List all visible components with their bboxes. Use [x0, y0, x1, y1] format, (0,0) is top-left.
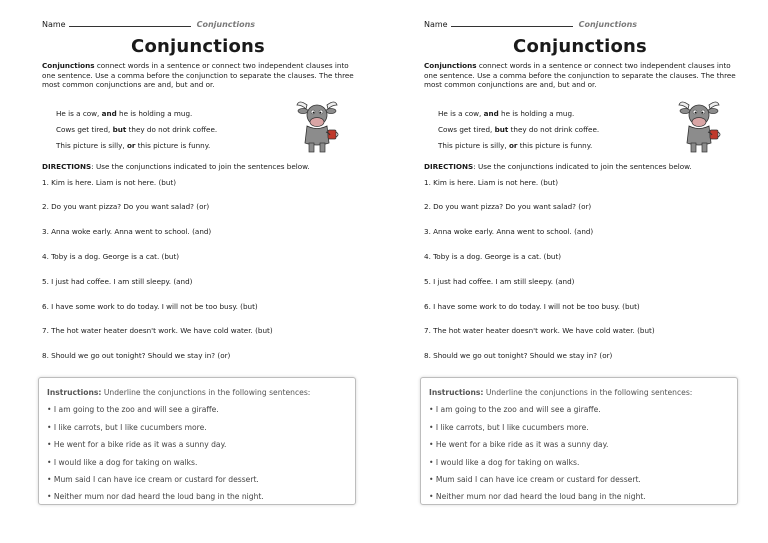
example-sentence: [56, 125, 217, 134]
instructions-heading: [47, 388, 310, 397]
task-sentence: 2. Do you want pizza? Do you want salad? (or): [424, 202, 592, 211]
instruction-bullet: • I am going to the zoo and will see a giraffe.: [429, 405, 601, 414]
task-sentence: 1. Kim is here. Liam is not here. (but): [42, 178, 177, 187]
page-title: Conjunctions: [131, 36, 265, 57]
task-sentence: 4. Toby is a dog. George is a cat. (but): [42, 252, 180, 261]
instructions-label: Instructions:: [47, 388, 102, 397]
instruction-bullet: • I would like a dog for taking on walks.: [429, 458, 580, 467]
instruction-bullet: • He went for a bike ride as it was a sunny day.: [47, 440, 227, 449]
name-blank[interactable]: [69, 19, 191, 27]
example-conjunction: or: [126, 141, 136, 150]
task-sentence: 8. Should we go out tonight? Should we stay in? (or): [424, 351, 613, 360]
instructions-heading: [429, 388, 692, 397]
example-conjunction: or: [508, 141, 518, 150]
task-sentence: 6. I have some work to do today. I will not be too busy. (but): [42, 302, 258, 311]
example-after: he is holding a mug.: [116, 109, 193, 118]
intro-text: connect words in a sentence or connect two independent clauses into one sentence. Use a comma before the conjunction to separate the clauses. The three most common conjunctions are and, but and or.: [42, 61, 354, 90]
instruction-bullet: • I like carrots, but I like cucumbers more.: [47, 423, 207, 432]
instruction-bullet: • Mum said I can have ice cream or custard for dessert.: [429, 475, 641, 484]
example-sentence: [438, 125, 599, 134]
task-sentence: 4. Toby is a dog. George is a cat. (but): [424, 252, 562, 261]
example-sentence: [56, 141, 210, 150]
instruction-bullet: • Mum said I can have ice cream or custard for dessert.: [47, 475, 259, 484]
intro-paragraph: [42, 61, 362, 90]
intro-term: Conjunctions: [424, 61, 477, 70]
example-conjunction: and: [483, 109, 499, 118]
task-sentence: 3. Anna woke early. Anna went to school. (and): [424, 227, 594, 236]
instruction-bullet: • I am going to the zoo and will see a giraffe.: [47, 405, 219, 414]
example-before: Cows get tired,: [438, 125, 495, 134]
example-before: This picture is silly,: [438, 141, 509, 150]
directions-text: : Use the conjunctions indicated to join the sentences below.: [91, 162, 310, 171]
worksheet-left: [38, 0, 378, 543]
task-sentence: 3. Anna woke early. Anna went to school. (and): [42, 227, 212, 236]
example-after: they do not drink coffee.: [126, 125, 218, 134]
instruction-bullet: • He went for a bike ride as it was a sunny day.: [429, 440, 609, 449]
instructions-box: [420, 377, 738, 505]
cow-mug-illustration: [675, 95, 725, 155]
example-before: This picture is silly,: [56, 141, 127, 150]
example-before: He is a cow,: [56, 109, 102, 118]
example-conjunction: but: [494, 125, 509, 134]
task-sentence: 2. Do you want pizza? Do you want salad? (or): [42, 202, 210, 211]
topic-label: Conjunctions: [196, 20, 256, 29]
instructions-box: [38, 377, 356, 505]
directions-label: DIRECTIONS: [42, 162, 92, 171]
intro-paragraph: [424, 61, 744, 90]
example-before: He is a cow,: [438, 109, 484, 118]
example-after: they do not drink coffee.: [508, 125, 600, 134]
instructions-text: Underline the conjunctions in the following sentences:: [483, 388, 693, 397]
example-conjunction: and: [101, 109, 117, 118]
name-label: Name: [42, 20, 66, 29]
cow-mug-illustration: [293, 95, 343, 155]
topic-label: Conjunctions: [578, 20, 638, 29]
task-sentence: 7. The hot water heater doesn't work. We have cold water. (but): [42, 326, 273, 335]
instruction-bullet: • Neither mum nor dad heard the loud bang in the night.: [429, 492, 646, 501]
name-row: [424, 19, 754, 29]
directions-label: DIRECTIONS: [424, 162, 474, 171]
name-label: Name: [424, 20, 448, 29]
page-title: Conjunctions: [513, 36, 647, 57]
intro-text: connect words in a sentence or connect two independent clauses into one sentence. Use a comma before the conjunction to separate the clauses. The three most common conjunctions are and, but and or.: [424, 61, 736, 90]
worksheet-right: [420, 0, 760, 543]
task-sentence: 5. I just had coffee. I am still sleepy. (and): [424, 277, 575, 286]
name-blank[interactable]: [451, 19, 573, 27]
instruction-bullet: • I would like a dog for taking on walks.: [47, 458, 198, 467]
example-conjunction: but: [112, 125, 127, 134]
example-after: he is holding a mug.: [498, 109, 575, 118]
instructions-label: Instructions:: [429, 388, 484, 397]
directions: [42, 162, 362, 171]
instructions-text: Underline the conjunctions in the following sentences:: [101, 388, 311, 397]
directions-text: : Use the conjunctions indicated to join the sentences below.: [473, 162, 692, 171]
example-after: this picture is funny.: [135, 141, 211, 150]
task-sentence: 7. The hot water heater doesn't work. We have cold water. (but): [424, 326, 655, 335]
intro-term: Conjunctions: [42, 61, 95, 70]
task-sentence: 1. Kim is here. Liam is not here. (but): [424, 178, 559, 187]
example-sentence: [438, 109, 574, 118]
instruction-bullet: • Neither mum nor dad heard the loud bang in the night.: [47, 492, 264, 501]
directions: [424, 162, 744, 171]
task-sentence: 5. I just had coffee. I am still sleepy. (and): [42, 277, 193, 286]
instruction-bullet: • I like carrots, but I like cucumbers more.: [429, 423, 589, 432]
example-sentence: [56, 109, 192, 118]
name-row: [42, 19, 372, 29]
task-sentence: 6. I have some work to do today. I will not be too busy. (but): [424, 302, 640, 311]
example-sentence: [438, 141, 592, 150]
task-sentence: 8. Should we go out tonight? Should we stay in? (or): [42, 351, 231, 360]
example-before: Cows get tired,: [56, 125, 113, 134]
example-after: this picture is funny.: [517, 141, 593, 150]
